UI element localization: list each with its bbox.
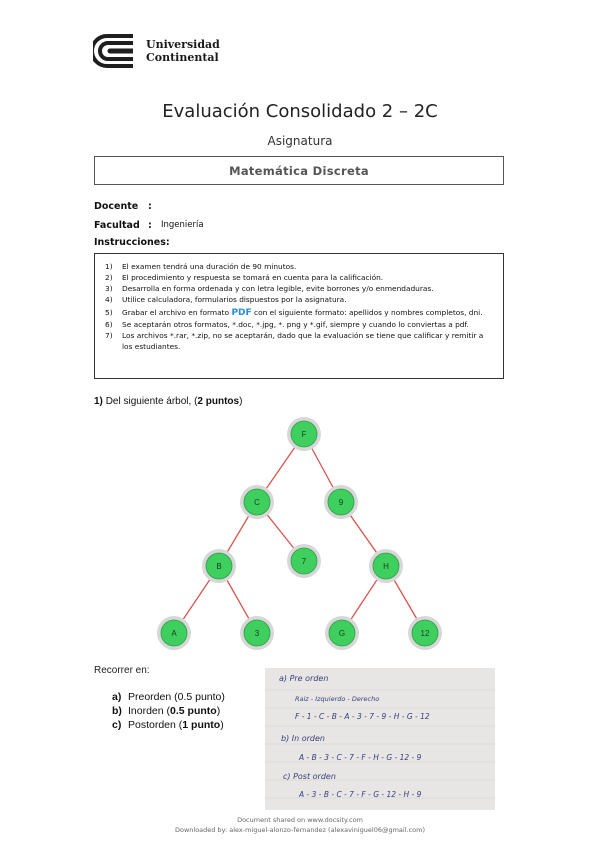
tree-node <box>287 417 321 451</box>
tree-node <box>240 616 274 650</box>
tree-node-label: B <box>216 562 222 571</box>
hw-line-5: A - B - 3 - C - 7 - F - H - G - 12 - 9 <box>299 753 422 762</box>
tree-node <box>325 616 359 650</box>
tree-node <box>202 549 236 583</box>
instruction-number: 7) <box>105 331 113 340</box>
instruction-number: 5) <box>105 308 113 317</box>
subject-label: Asignatura <box>267 134 333 148</box>
option-letter: a) <box>112 691 122 703</box>
option-preorden <box>112 690 225 704</box>
hw-line-3: F - 1 - C - B - A - 3 - 7 - 9 - H - G - 12 <box>295 712 430 721</box>
option-postorden <box>112 718 225 732</box>
tree-node <box>157 616 191 650</box>
option-name: Preorden ( <box>128 691 178 703</box>
tree-node-label: G <box>338 629 346 638</box>
option-points: 0.5 punto <box>170 705 217 717</box>
option-letter: c) <box>112 719 122 731</box>
tree-node-label: 9 <box>338 498 344 507</box>
footer-shared: Document shared on www.docsity.com <box>237 816 363 824</box>
tree-node <box>324 485 358 519</box>
question-close: ) <box>239 396 243 407</box>
instruction-number: 1) <box>105 262 113 271</box>
hw-line-2: Raiz - Izquierdo - Derecho <box>295 695 380 703</box>
option-close: ) <box>216 705 221 717</box>
footer-downloaded: Downloaded by: alex-miguel-alonzo-fernandez (alexaviniguel06@gmail.com) <box>174 826 426 834</box>
traversal-label: Recorrer en: <box>94 665 150 676</box>
option-letter: b) <box>112 705 122 717</box>
instruction-number: 2) <box>105 273 113 282</box>
instruction-text: El examen tendrá una duración de 90 minutos. <box>122 262 297 271</box>
instrucciones-label: Instrucciones: <box>94 237 170 248</box>
logo-line-2: Continental <box>146 51 219 64</box>
tree-node <box>408 616 442 650</box>
hw-line-1: a) Pre orden <box>279 674 329 683</box>
page-title: Evaluación Consolidado 2 – 2C <box>162 101 438 122</box>
option-close: ) <box>220 719 224 731</box>
instruction-number: 6) <box>105 320 113 329</box>
option-name: Postorden ( <box>128 719 183 731</box>
logo-line-1: Universidad <box>146 38 220 51</box>
hw-line-6: c) Post orden <box>283 772 336 781</box>
instruction-text: Desarrolla en forma ordenada y con letra legible, evite borrones y/o enmendaduras. <box>122 284 434 293</box>
instruction-number: 4) <box>105 295 113 304</box>
option-name: Inorden ( <box>128 705 171 717</box>
tree-node <box>287 544 321 578</box>
facultad-value: Ingeniería <box>161 220 204 230</box>
question-number: 1) <box>94 396 103 407</box>
tree-node <box>240 485 274 519</box>
option-inorden <box>112 704 225 718</box>
facultad-label: Facultad <box>94 220 140 231</box>
question-text: Del siguiente árbol, ( <box>105 396 198 407</box>
hw-line-7: A - 3 - B - C - 7 - F - G - 12 - H - 9 <box>299 790 422 799</box>
option-points: 0.5 punto <box>177 691 222 703</box>
tree-node-label: H <box>383 562 389 571</box>
question-points: 2 puntos <box>197 396 240 407</box>
tree-node-label: A <box>171 629 177 638</box>
tree-node-label: 7 <box>301 557 307 566</box>
instruction-text: Grabar el archivo en formato <box>122 308 230 317</box>
instruction-text: Los archivos *.rar, *.zip, no se aceptarán, dado que la evaluación se tiene que calificar y remitir a los estudiantes. <box>122 331 484 351</box>
hw-line-4: b) In orden <box>281 734 325 743</box>
instruction-text: Se aceptarán otros formatos, *.doc, *.jpg, *. png y *.gif, siempre y cuando lo conviertas a pdf. <box>122 320 469 329</box>
tree-node-label: C <box>254 498 260 507</box>
subject-name: Matemática Discreta <box>94 156 504 185</box>
tree-node-label: F <box>301 430 307 439</box>
tree-node <box>369 549 403 583</box>
tree-node-label: 12 <box>420 629 430 638</box>
handwritten-answer-photo <box>265 668 495 810</box>
tree-nodes <box>157 417 442 650</box>
facultad-colon: : <box>148 220 152 231</box>
traversal-options <box>112 690 225 732</box>
docente-colon: : <box>148 201 152 212</box>
instruction-text: Utilice calculadora, formularios dispuestos por la asignatura. <box>122 295 347 304</box>
instruction-text: con el siguiente formato: apellidos y nombres completos, dni. <box>254 308 483 317</box>
instruction-number: 3) <box>105 284 113 293</box>
docente-label: Docente <box>94 201 139 212</box>
tree-node-label: 3 <box>254 629 260 638</box>
tree-edges <box>174 434 425 633</box>
pdf-highlight: PDF <box>231 308 252 318</box>
instruction-text: El procedimiento y respuesta se tomará en cuenta para la calificación. <box>122 273 384 282</box>
option-close: ) <box>221 691 225 703</box>
option-points: 1 punto <box>182 719 221 731</box>
